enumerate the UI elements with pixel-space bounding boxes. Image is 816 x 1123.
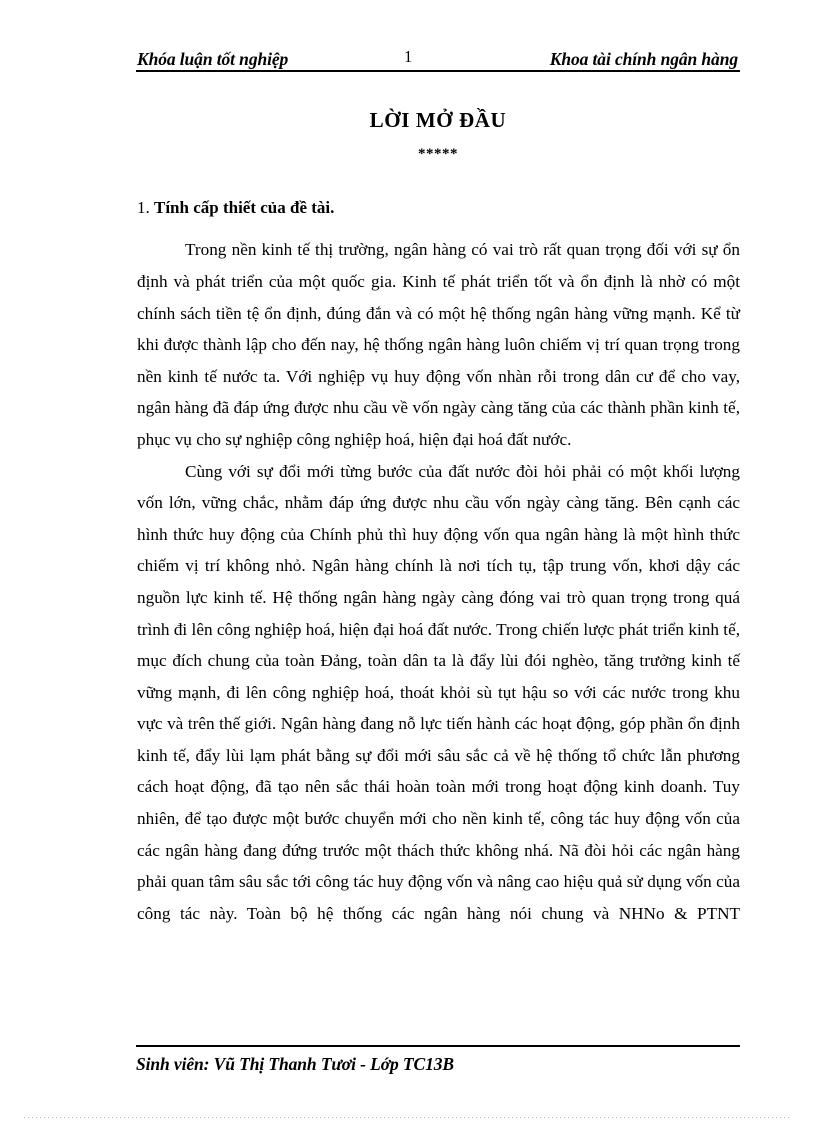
section-number: 1. bbox=[137, 198, 150, 217]
footer-student-info: Sinh viên: Vũ Thị Thanh Tươi - Lớp TC13B bbox=[136, 1054, 454, 1074]
header-page-number: 1 bbox=[404, 46, 413, 66]
section-title: Tính cấp thiết của đề tài. bbox=[154, 198, 335, 217]
footer-divider-rule bbox=[136, 1045, 740, 1047]
document-title: LỜI MỞ ĐẦU bbox=[369, 108, 507, 132]
paragraph-2: Cùng với sự đổi mới từng bước của đất nước đòi hỏi phải có một khối lượng vốn lớn, vững chắc, nhằm đáp ứng được nhu cầu vốn ngày càng tăng. Bên cạnh các hình thức huy động của Chính phủ thì huy động vốn qua ngân hàng là một hình thức chiếm vị trí không nhỏ. Ngân hàng chính là nơi tích tụ, tập trung vốn, khơi dậy các nguồn lực kinh tế. Hệ thống ngân hàng ngày càng đóng vai trò quan trọng trong quá trình đi lên công nghiệp hoá, hiện đại hoá đất nước. Trong chiến lược phát triển kinh tế, mục đích chung của toàn Đảng, toàn dân ta là đẩy lùi đói nghèo, tăng trưởng kinh tế vững mạnh, đi lên công nghiệp hoá, thoát khỏi sù tụt hậu so với các nước trong khu vực và trên thế giới. Ngân hàng đang nỗ lực tiến hành các hoạt động, góp phần ổn định kinh tế, đẩy lùi lạm phát bằng sự đổi mới sâu sắc cả về hệ thống tổ chức lẫn phương cách hoạt động, đã tạo nên sắc thái hoàn toàn mới trong hoạt động kinh doanh. Tuy nhiên, để tạo được một bước chuyển mới cho nền kinh tế, công tác huy động vốn của các ngân hàng đang đứng trước một thách thức không nhá. Nã đòi hỏi các ngân hàng phải quan tâm sâu sắc tới công tác huy động vốn và nâng cao hiệu quả sử dụng vốn của công tác này. Toàn bộ hệ thống các ngân hàng nói chung và NHNo & PTNT bbox=[137, 461, 740, 923]
page-header bbox=[136, 44, 740, 72]
scan-edge-artifact bbox=[24, 1117, 792, 1118]
page-footer bbox=[136, 1045, 740, 1075]
header-right-title: Khoa tài chính ngân hàng bbox=[549, 48, 738, 69]
section-heading bbox=[137, 198, 740, 218]
paragraph-1: Trong nền kinh tế thị trường, ngân hàng có vai trò rất quan trọng đối với sự ổn định và phát triển của một quốc gia. Kinh tế phát triển tốt và ổn định là nhờ có một chính sách tiền tệ ổn định, đúng đắn và có một hệ thống ngân hàng vững mạnh. Kể từ khi được thành lập cho đến nay, hệ thống ngân hàng luôn chiếm vị trí quan trọng trong nền kinh tế nước ta. Với nghiệp vụ huy động vốn nhàn rỗi trong dân cư để cho vay, ngân hàng đã đáp ứng được nhu cầu về vốn ngày càng tăng của các thành phần kinh tế, phục vụ cho sự nghiệp công nghiệp hoá, hiện đại hoá đất nước. bbox=[137, 240, 740, 449]
header-left-title: Khóa luận tốt nghiệp bbox=[137, 48, 289, 69]
document-body bbox=[137, 198, 740, 961]
title-star-divider: ***** bbox=[418, 146, 458, 162]
